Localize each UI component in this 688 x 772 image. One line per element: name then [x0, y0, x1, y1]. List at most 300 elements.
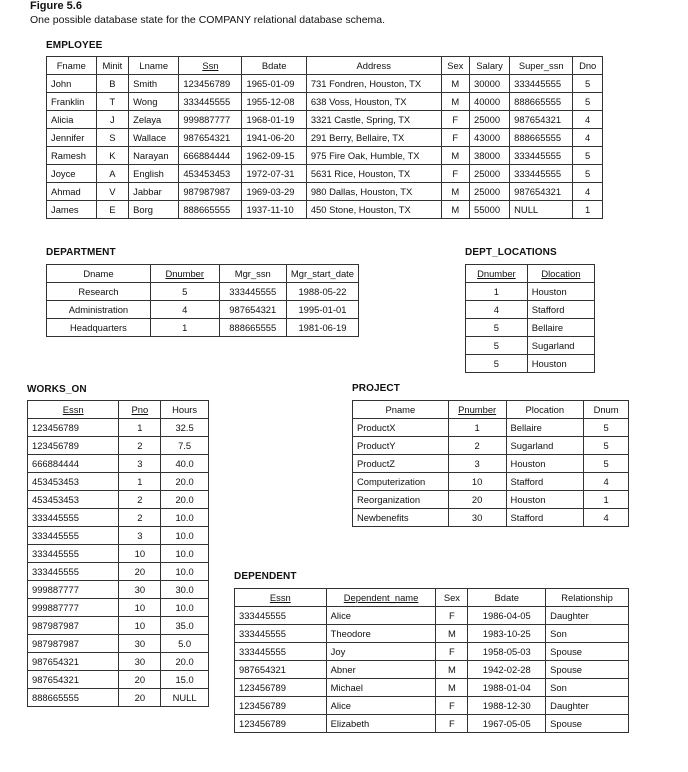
column-header: [96, 57, 129, 75]
table-cell: 30.0: [161, 581, 209, 599]
table-cell: F: [441, 129, 469, 147]
column-header-label: Sex: [443, 592, 460, 603]
column-header-label: Dname: [83, 268, 114, 279]
table-cell: 4: [573, 129, 603, 147]
dept-locations-title: DEPT_LOCATIONS: [465, 247, 557, 258]
table-cell: 4: [573, 183, 603, 201]
table-cell: 123456789: [235, 715, 327, 733]
table-cell: 15.0: [161, 671, 209, 689]
table-cell: 1965-01-09: [242, 75, 306, 93]
column-header-label: Dnumber: [477, 268, 516, 279]
table-cell: Houston: [527, 355, 594, 373]
table-cell: Son: [546, 679, 629, 697]
table-cell: Administration: [47, 301, 151, 319]
table-cell: Daughter: [546, 697, 629, 715]
column-header-label: Dnumber: [165, 268, 205, 279]
table-cell: 3: [119, 527, 161, 545]
table-row: [47, 283, 359, 301]
table-row: [28, 491, 209, 509]
table-cell: 10: [119, 617, 161, 635]
table-row: [28, 455, 209, 473]
table-cell: 5: [584, 437, 629, 455]
table-cell: 987654321: [235, 661, 327, 679]
table-row: [353, 455, 629, 473]
table-row: [28, 437, 209, 455]
column-header-label: Sex: [447, 60, 464, 71]
table-cell: Houston: [506, 491, 584, 509]
table-cell: 25000: [469, 165, 509, 183]
table-cell: 30: [119, 653, 161, 671]
table-cell: 987654321: [28, 653, 119, 671]
table-cell: 1958-05-03: [468, 643, 546, 661]
employee-title: EMPLOYEE: [46, 40, 103, 51]
column-header-label: Minit: [102, 60, 123, 71]
column-header: [510, 57, 573, 75]
table-cell: 38000: [469, 147, 509, 165]
column-header-label: Pnumber: [458, 404, 497, 415]
table-row: [353, 491, 629, 509]
column-header: [436, 589, 468, 607]
table-cell: 1941-06-20: [242, 129, 306, 147]
table-cell: 30: [119, 581, 161, 599]
table-cell: 4: [150, 301, 219, 319]
table-cell: 1968-01-19: [242, 111, 306, 129]
table-row: [28, 581, 209, 599]
table-cell: NULL: [161, 689, 209, 707]
table-cell: 10.0: [161, 527, 209, 545]
table-cell: J: [96, 111, 129, 129]
column-header: [506, 401, 584, 419]
works-on-table: [27, 400, 209, 707]
table-row: [28, 509, 209, 527]
table-cell: 123456789: [235, 679, 327, 697]
table-cell: F: [436, 715, 468, 733]
table-cell: 4: [584, 473, 629, 491]
column-header-label: Ssn: [202, 60, 219, 71]
table-cell: 1942-02-28: [468, 661, 546, 679]
table-cell: 1986-04-05: [468, 607, 546, 625]
table-cell: Ramesh: [47, 147, 97, 165]
column-header-label: Pname: [385, 404, 416, 415]
table-cell: M: [441, 75, 469, 93]
table-cell: S: [96, 129, 129, 147]
table-cell: 5: [584, 419, 629, 437]
table-cell: 1955-12-08: [242, 93, 306, 111]
table-cell: 5: [466, 337, 528, 355]
table-cell: 20: [119, 563, 161, 581]
works-on-title: WORKS_ON: [27, 384, 87, 395]
table-cell: 1988-05-22: [286, 283, 358, 301]
table-cell: 5: [573, 93, 603, 111]
table-cell: Spouse: [546, 643, 629, 661]
table-row: [353, 419, 629, 437]
column-header: [119, 401, 161, 419]
table-cell: Borg: [129, 201, 179, 219]
table-cell: 1995-01-01: [286, 301, 358, 319]
table-cell: 40000: [469, 93, 509, 111]
table-cell: Computerization: [353, 473, 449, 491]
table-cell: Smith: [129, 75, 179, 93]
column-header: [584, 401, 629, 419]
table-cell: M: [441, 183, 469, 201]
table-cell: 1: [466, 283, 528, 301]
table-cell: 5: [466, 319, 528, 337]
table-row: [28, 671, 209, 689]
table-cell: 888665555: [28, 689, 119, 707]
header-row: [466, 265, 595, 283]
table-row: [466, 283, 595, 301]
column-header: [161, 401, 209, 419]
table-cell: 731 Fondren, Houston, TX: [306, 75, 441, 93]
table-cell: 2: [119, 437, 161, 455]
table-cell: 25000: [469, 183, 509, 201]
table-cell: 10.0: [161, 563, 209, 581]
table-cell: Son: [546, 625, 629, 643]
table-row: [235, 607, 629, 625]
table-cell: 987987987: [28, 617, 119, 635]
table-cell: Research: [47, 283, 151, 301]
table-cell: F: [441, 165, 469, 183]
column-header-label: Dependent_name: [343, 592, 419, 603]
table-cell: 333445555: [28, 563, 119, 581]
table-cell: 1988-01-04: [468, 679, 546, 697]
table-cell: John: [47, 75, 97, 93]
table-cell: 3: [119, 455, 161, 473]
table-cell: 5: [466, 355, 528, 373]
project-table: [352, 400, 629, 527]
table-cell: Zelaya: [129, 111, 179, 129]
table-cell: 1: [448, 419, 506, 437]
column-header: [47, 265, 151, 283]
table-cell: Ahmad: [47, 183, 97, 201]
table-row: [47, 147, 603, 165]
table-cell: 4: [573, 111, 603, 129]
table-row: [235, 679, 629, 697]
table-cell: 291 Berry, Bellaire, TX: [306, 129, 441, 147]
table-cell: 450 Stone, Houston, TX: [306, 201, 441, 219]
table-cell: 1969-03-29: [242, 183, 306, 201]
table-cell: 1967-05-05: [468, 715, 546, 733]
table-row: [28, 653, 209, 671]
table-cell: 20: [448, 491, 506, 509]
table-cell: 2: [119, 509, 161, 527]
column-header-label: Hours: [172, 404, 198, 415]
table-row: [28, 689, 209, 707]
table-cell: 980 Dallas, Houston, TX: [306, 183, 441, 201]
table-row: [28, 563, 209, 581]
column-header: [469, 57, 509, 75]
figure-label: Figure 5.6: [30, 0, 82, 12]
table-row: [47, 93, 603, 111]
table-cell: 333445555: [235, 643, 327, 661]
table-cell: 20.0: [161, 473, 209, 491]
table-cell: 666884444: [179, 147, 242, 165]
table-cell: Sugarland: [527, 337, 594, 355]
table-cell: 3321 Castle, Spring, TX: [306, 111, 441, 129]
table-row: [28, 599, 209, 617]
table-row: [28, 635, 209, 653]
table-cell: Reorganization: [353, 491, 449, 509]
table-cell: Spouse: [546, 715, 629, 733]
table-cell: 30000: [469, 75, 509, 93]
table-cell: M: [436, 625, 468, 643]
table-cell: Stafford: [506, 509, 584, 527]
table-cell: 5: [573, 75, 603, 93]
dept-locations-table: [465, 264, 595, 373]
table-cell: Houston: [506, 455, 584, 473]
table-cell: M: [441, 201, 469, 219]
table-row: [47, 319, 359, 337]
table-cell: ProductY: [353, 437, 449, 455]
table-cell: 2: [448, 437, 506, 455]
column-header: [448, 401, 506, 419]
table-cell: 123456789: [28, 419, 119, 437]
column-header-label: Essn: [62, 404, 84, 415]
table-cell: 123456789: [179, 75, 242, 93]
header-row: [353, 401, 629, 419]
column-header: [466, 265, 528, 283]
table-cell: 10: [119, 545, 161, 563]
column-header: [353, 401, 449, 419]
table-row: [47, 75, 603, 93]
table-cell: 1: [150, 319, 219, 337]
table-cell: E: [96, 201, 129, 219]
table-row: [47, 111, 603, 129]
table-cell: 123456789: [28, 437, 119, 455]
table-cell: 333445555: [179, 93, 242, 111]
table-cell: 40.0: [161, 455, 209, 473]
header-row: [47, 265, 359, 283]
table-cell: Jabbar: [129, 183, 179, 201]
table-cell: 987987987: [28, 635, 119, 653]
table-cell: 1983-10-25: [468, 625, 546, 643]
table-row: [353, 437, 629, 455]
column-header-label: Mgr_start_date: [290, 268, 354, 279]
table-row: [47, 165, 603, 183]
column-header: [468, 589, 546, 607]
table-cell: Stafford: [506, 473, 584, 491]
table-cell: 30: [119, 635, 161, 653]
table-cell: 987654321: [179, 129, 242, 147]
table-cell: Headquarters: [47, 319, 151, 337]
table-cell: Alice: [326, 607, 436, 625]
employee-table: [46, 56, 603, 219]
table-row: [28, 473, 209, 491]
table-cell: Houston: [527, 283, 594, 301]
dependent-title: DEPENDENT: [234, 571, 297, 582]
table-cell: 123456789: [235, 697, 327, 715]
table-cell: 25000: [469, 111, 509, 129]
table-cell: 1: [573, 201, 603, 219]
table-cell: 1962-09-15: [242, 147, 306, 165]
column-header: [150, 265, 219, 283]
table-cell: F: [436, 697, 468, 715]
table-cell: 20.0: [161, 653, 209, 671]
table-cell: 666884444: [28, 455, 119, 473]
table-cell: 7.5: [161, 437, 209, 455]
dependent-table: [234, 588, 629, 733]
column-header-label: Dlocation: [541, 268, 581, 279]
table-cell: 987654321: [219, 301, 286, 319]
header-row: [28, 401, 209, 419]
table-cell: 333445555: [235, 607, 327, 625]
table-cell: Michael: [326, 679, 436, 697]
table-cell: 5: [573, 147, 603, 165]
column-header: [235, 589, 327, 607]
column-header-label: Salary: [476, 60, 503, 71]
table-row: [47, 301, 359, 319]
table-cell: 333445555: [219, 283, 286, 301]
table-cell: 453453453: [28, 473, 119, 491]
table-cell: 10.0: [161, 509, 209, 527]
table-cell: 10: [448, 473, 506, 491]
table-cell: Jennifer: [47, 129, 97, 147]
table-cell: 20: [119, 689, 161, 707]
table-cell: 888665555: [219, 319, 286, 337]
table-row: [28, 617, 209, 635]
table-row: [235, 625, 629, 643]
table-cell: ProductZ: [353, 455, 449, 473]
table-cell: Alicia: [47, 111, 97, 129]
column-header: [527, 265, 594, 283]
column-header-label: Fname: [56, 60, 86, 71]
table-cell: 10.0: [161, 545, 209, 563]
table-row: [47, 129, 603, 147]
column-header: [546, 589, 629, 607]
table-cell: M: [441, 93, 469, 111]
table-cell: 5: [150, 283, 219, 301]
table-cell: James: [47, 201, 97, 219]
column-header: [47, 57, 97, 75]
table-cell: 453453453: [179, 165, 242, 183]
table-cell: 888665555: [510, 93, 573, 111]
table-row: [466, 337, 595, 355]
table-cell: 999887777: [28, 599, 119, 617]
table-row: [466, 319, 595, 337]
column-header-label: Super_ssn: [518, 60, 564, 71]
table-cell: M: [436, 661, 468, 679]
table-cell: Elizabeth: [326, 715, 436, 733]
table-cell: 43000: [469, 129, 509, 147]
column-header: [179, 57, 242, 75]
table-cell: 4: [584, 509, 629, 527]
column-header: [28, 401, 119, 419]
table-cell: 1: [584, 491, 629, 509]
table-cell: 20: [119, 671, 161, 689]
table-cell: 5.0: [161, 635, 209, 653]
table-cell: 3: [448, 455, 506, 473]
table-cell: B: [96, 75, 129, 93]
table-row: [353, 509, 629, 527]
figure-caption: One possible database state for the COMPANY relational database schema.: [30, 14, 386, 26]
table-cell: 453453453: [28, 491, 119, 509]
department-table: [46, 264, 359, 337]
table-cell: 1: [119, 473, 161, 491]
table-cell: 987654321: [28, 671, 119, 689]
table-cell: Stafford: [527, 301, 594, 319]
department-title: DEPARTMENT: [46, 247, 116, 258]
table-cell: K: [96, 147, 129, 165]
table-row: [28, 545, 209, 563]
column-header: [573, 57, 603, 75]
table-cell: 5: [573, 165, 603, 183]
table-cell: Daughter: [546, 607, 629, 625]
column-header: [286, 265, 358, 283]
table-cell: Wallace: [129, 129, 179, 147]
table-cell: Bellaire: [506, 419, 584, 437]
table-cell: NULL: [510, 201, 573, 219]
table-cell: 4: [466, 301, 528, 319]
table-cell: F: [436, 607, 468, 625]
table-cell: M: [441, 147, 469, 165]
table-cell: 55000: [469, 201, 509, 219]
column-header: [306, 57, 441, 75]
project-title: PROJECT: [352, 383, 400, 394]
column-header-label: Plocation: [525, 404, 565, 415]
column-header-label: Lname: [139, 60, 169, 71]
table-cell: 638 Voss, Houston, TX: [306, 93, 441, 111]
table-cell: Sugarland: [506, 437, 584, 455]
column-header-label: Bdate: [261, 60, 287, 71]
column-header: [219, 265, 286, 283]
table-cell: F: [441, 111, 469, 129]
table-cell: T: [96, 93, 129, 111]
table-cell: F: [436, 643, 468, 661]
column-header-label: Mgr_ssn: [234, 268, 271, 279]
table-cell: 5631 Rice, Houston, TX: [306, 165, 441, 183]
table-row: [235, 715, 629, 733]
column-header-label: Essn: [269, 592, 291, 603]
column-header: [326, 589, 436, 607]
table-cell: 1981-06-19: [286, 319, 358, 337]
table-row: [353, 473, 629, 491]
table-cell: ProductX: [353, 419, 449, 437]
column-header-label: Pno: [131, 404, 149, 415]
table-cell: 333445555: [510, 147, 573, 165]
table-cell: Spouse: [546, 661, 629, 679]
table-row: [235, 643, 629, 661]
table-cell: 333445555: [28, 545, 119, 563]
table-cell: 987987987: [179, 183, 242, 201]
table-row: [235, 697, 629, 715]
table-cell: Narayan: [129, 147, 179, 165]
table-cell: 999887777: [179, 111, 242, 129]
table-cell: 333445555: [510, 75, 573, 93]
table-cell: 1: [119, 419, 161, 437]
header-row: [235, 589, 629, 607]
table-row: [235, 661, 629, 679]
table-cell: 20.0: [161, 491, 209, 509]
table-cell: 1972-07-31: [242, 165, 306, 183]
header-row: [47, 57, 603, 75]
table-cell: Theodore: [326, 625, 436, 643]
table-cell: 35.0: [161, 617, 209, 635]
table-cell: 32.5: [161, 419, 209, 437]
table-cell: Newbenefits: [353, 509, 449, 527]
table-cell: 999887777: [28, 581, 119, 599]
table-cell: Joy: [326, 643, 436, 661]
table-cell: 333445555: [28, 527, 119, 545]
column-header: [242, 57, 306, 75]
table-cell: Franklin: [47, 93, 97, 111]
table-cell: 1988-12-30: [468, 697, 546, 715]
table-cell: A: [96, 165, 129, 183]
table-cell: 333445555: [510, 165, 573, 183]
table-cell: 987654321: [510, 183, 573, 201]
table-cell: English: [129, 165, 179, 183]
table-cell: 1937-11-10: [242, 201, 306, 219]
table-cell: 975 Fire Oak, Humble, TX: [306, 147, 441, 165]
